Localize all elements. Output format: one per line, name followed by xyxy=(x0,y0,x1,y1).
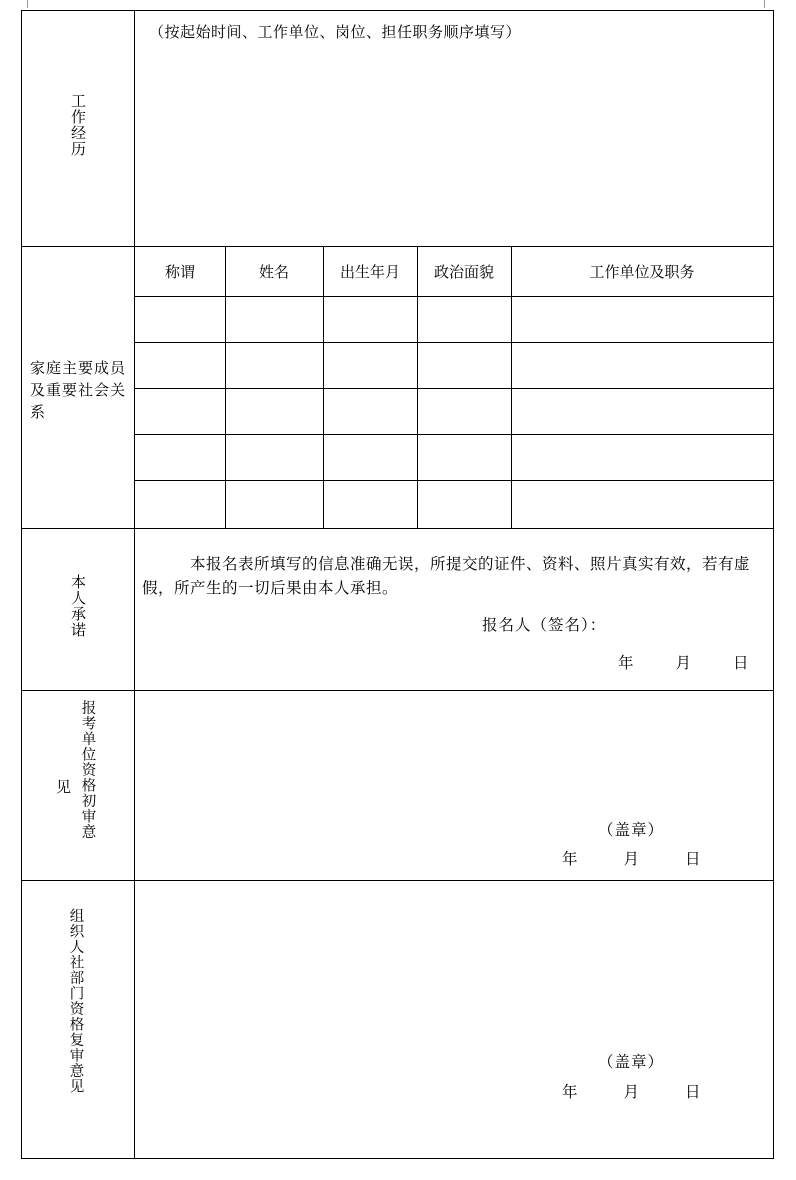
unit-review-section xyxy=(22,690,773,880)
pledge-text xyxy=(142,552,767,600)
page-corner-mark-right xyxy=(764,0,765,8)
family-label: 家庭主要成员及重要社会关系 xyxy=(30,359,127,421)
unit-seal-label: （盖章） xyxy=(598,821,665,839)
hr-review-date xyxy=(562,1080,701,1102)
hr-review-label-cell xyxy=(22,880,135,1158)
day-label: 日 xyxy=(733,654,749,672)
work-history-label: 工作经历 xyxy=(69,93,87,157)
pledge-label-cell xyxy=(22,528,135,690)
work-history-section xyxy=(22,11,773,246)
unit-review-label-tail: 见 xyxy=(56,778,72,796)
year-label: 年 xyxy=(618,654,634,672)
work-history-label-cell xyxy=(22,11,135,246)
pledge-section xyxy=(22,528,773,690)
header-relation: 称谓 xyxy=(164,262,195,281)
pledge-body: 本报名表所填写的信息准确无误，所提交的证件、资料、照片真实有效，若有虚假，所产生的一切后果由本人承担。 xyxy=(142,555,751,597)
header-employer: 工作单位及职务 xyxy=(589,262,695,281)
day-label: 日 xyxy=(685,850,701,868)
header-birth: 出生年月 xyxy=(339,262,400,281)
header-political: 政治面貌 xyxy=(433,262,494,281)
signer-label: 报名人（签名）： xyxy=(482,616,607,634)
hr-seal-label: （盖章） xyxy=(598,1053,665,1071)
unit-review-date xyxy=(562,847,701,869)
year-label: 年 xyxy=(562,1083,578,1101)
hr-review-label: 组织人社部门资格复审意见 xyxy=(67,908,84,1094)
page-corner-mark-left xyxy=(27,0,28,8)
header-name: 姓名 xyxy=(258,262,289,281)
registration-form xyxy=(21,10,774,1159)
pledge-date xyxy=(618,651,749,673)
year-label: 年 xyxy=(562,850,578,868)
family-table xyxy=(135,246,773,528)
unit-review-label: 报考单位资格初审意 xyxy=(79,700,96,840)
day-label: 日 xyxy=(685,1083,701,1101)
family-section xyxy=(22,246,773,528)
month-label: 月 xyxy=(623,1083,640,1101)
unit-review-label-cell xyxy=(22,690,135,880)
month-label: 月 xyxy=(675,654,692,672)
month-label: 月 xyxy=(623,850,640,868)
hr-review-section xyxy=(22,880,773,1158)
pledge-label: 本人承诺 xyxy=(69,574,87,638)
work-history-hint: （按起始时间、工作单位、岗位、担任职务顺序填写） xyxy=(149,23,522,41)
